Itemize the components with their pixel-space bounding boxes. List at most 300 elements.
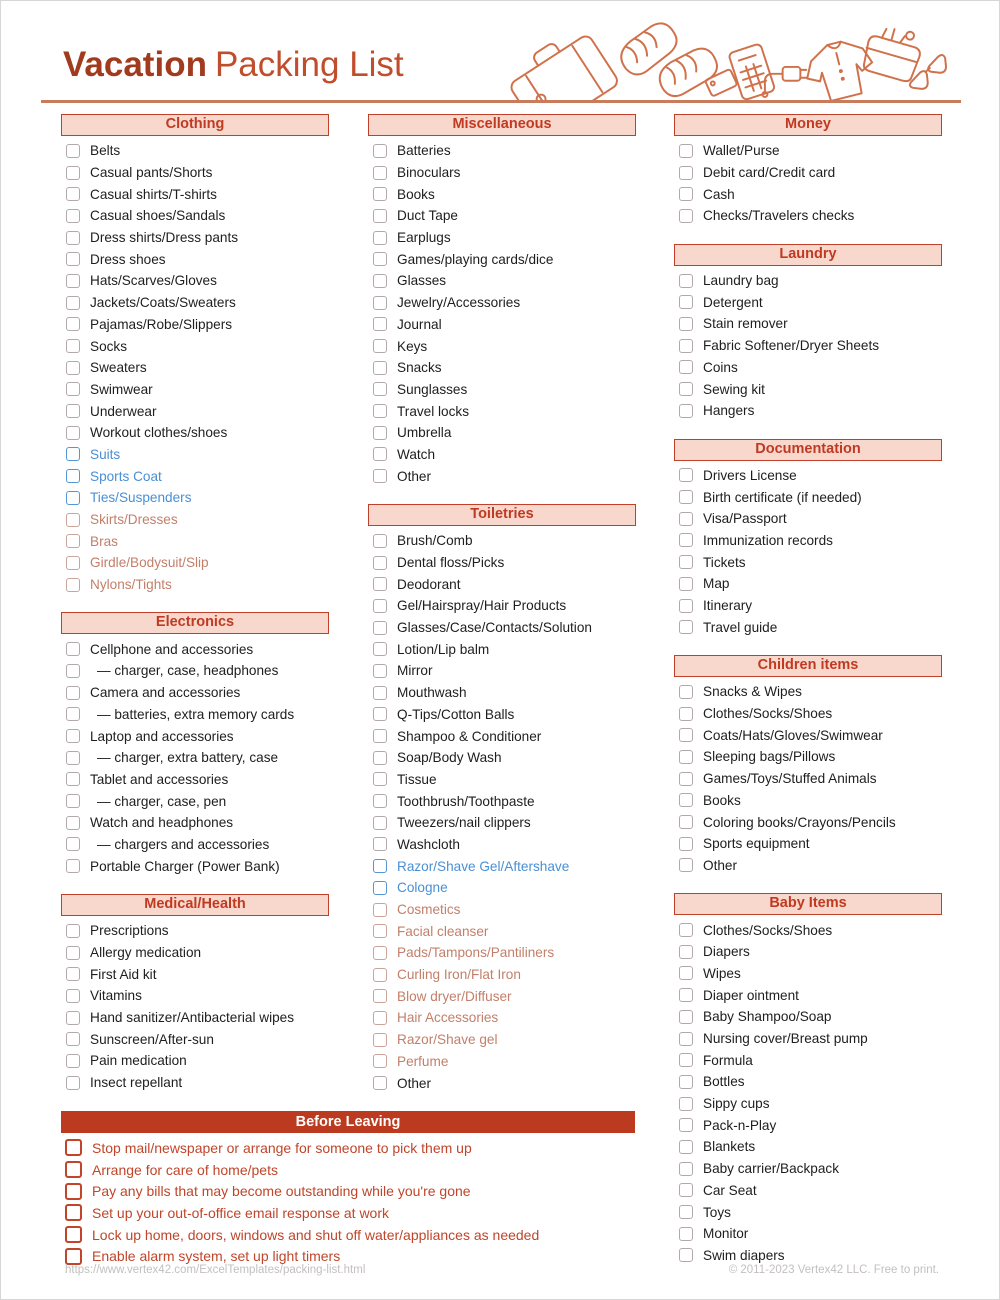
list-item	[61, 985, 329, 1007]
checkbox[interactable]	[373, 1033, 387, 1047]
item-label: Games/playing cards/dice	[397, 251, 554, 267]
checkbox[interactable]	[66, 187, 80, 201]
list-item	[368, 465, 636, 487]
list-item	[61, 574, 329, 596]
checkbox[interactable]	[373, 751, 387, 765]
list-item	[368, 595, 636, 617]
checkbox[interactable]	[679, 750, 693, 764]
item-label: Travel guide	[703, 619, 778, 635]
checkbox[interactable]	[679, 1183, 693, 1197]
list-item	[368, 617, 636, 639]
list-item	[674, 595, 942, 617]
list-item	[61, 1028, 329, 1050]
item-label: Arrange for care of home/pets	[92, 1161, 278, 1178]
checkbox[interactable]	[373, 187, 387, 201]
checkbox[interactable]	[373, 231, 387, 245]
checkbox[interactable]	[66, 1076, 80, 1090]
item-label: — charger, case, pen	[97, 793, 227, 809]
list-item	[61, 1180, 635, 1202]
item-label: Hats/Scarves/Gloves	[90, 273, 217, 289]
checkbox[interactable]	[373, 794, 387, 808]
item-label: Camera and accessories	[90, 685, 241, 701]
checkbox[interactable]	[373, 599, 387, 613]
list-item	[368, 985, 636, 1007]
item-label: Earplugs	[397, 230, 451, 246]
item-label: Monitor	[703, 1226, 749, 1242]
checkbox[interactable]	[66, 534, 80, 548]
checkbox[interactable]	[66, 404, 80, 418]
checkbox[interactable]	[679, 923, 693, 937]
item-label: Tweezers/nail clippers	[397, 815, 531, 831]
list-item	[368, 964, 636, 986]
item-label: Batteries	[397, 143, 451, 159]
checkbox[interactable]	[679, 988, 693, 1002]
header-rule	[41, 100, 961, 103]
checkbox[interactable]	[373, 642, 387, 656]
section-header-before-leaving: Before Leaving	[61, 1111, 635, 1133]
checkbox[interactable]	[373, 361, 387, 375]
list-item	[61, 140, 329, 162]
item-label: Blankets	[703, 1139, 756, 1155]
checkbox[interactable]	[373, 1076, 387, 1090]
item-label: Set up your out-of-office email response at work	[92, 1204, 390, 1221]
list-item	[368, 877, 636, 899]
checkbox[interactable]	[679, 1205, 693, 1219]
list-item	[674, 357, 942, 379]
checkbox[interactable]	[66, 556, 80, 570]
item-label: Cologne	[397, 880, 448, 896]
checkbox[interactable]	[679, 382, 693, 396]
checkbox[interactable]	[65, 1161, 82, 1178]
list-item	[674, 1093, 942, 1115]
list-item	[61, 660, 329, 682]
list-item	[368, 422, 636, 444]
item-label: Razor/Shave gel	[397, 1032, 498, 1048]
checkbox[interactable]	[679, 209, 693, 223]
list-item	[674, 162, 942, 184]
list-item	[368, 812, 636, 834]
list-item	[674, 703, 942, 725]
checkbox[interactable]	[66, 642, 80, 656]
item-label: Jackets/Coats/Sweaters	[90, 295, 236, 311]
item-label: Snacks	[397, 360, 442, 376]
checkbox[interactable]	[679, 858, 693, 872]
item-label: Watch and headphones	[90, 815, 234, 831]
list-item	[674, 140, 942, 162]
item-label: Facial cleanser	[397, 923, 489, 939]
item-label: Wipes	[703, 965, 741, 981]
checkbox[interactable]	[679, 793, 693, 807]
list-item	[368, 704, 636, 726]
checkbox[interactable]	[66, 794, 80, 808]
checkbox[interactable]	[65, 1139, 82, 1156]
section-documentation	[674, 439, 942, 639]
item-label: Wallet/Purse	[703, 143, 780, 159]
list-item	[368, 682, 636, 704]
checkbox[interactable]	[679, 945, 693, 959]
list-item	[61, 769, 329, 791]
luggage-tag-icon	[705, 69, 737, 97]
checkbox[interactable]	[66, 252, 80, 266]
checkbox[interactable]	[679, 1032, 693, 1046]
before-leaving-section	[61, 1111, 635, 1267]
item-label: Razor/Shave Gel/Aftershave	[397, 858, 570, 874]
checkbox[interactable]	[373, 404, 387, 418]
checkbox[interactable]	[65, 1204, 82, 1221]
item-label: Cosmetics	[397, 902, 461, 918]
list-item	[61, 162, 329, 184]
list-item	[368, 1007, 636, 1029]
page-title-regular: Packing List	[214, 45, 404, 84]
checkbox[interactable]	[679, 685, 693, 699]
list-item	[368, 660, 636, 682]
list-item	[674, 400, 942, 422]
checkbox[interactable]	[66, 513, 80, 527]
checkbox[interactable]	[679, 772, 693, 786]
checkbox[interactable]	[66, 317, 80, 331]
list-item	[674, 1114, 942, 1136]
checkbox[interactable]	[373, 426, 387, 440]
checkbox[interactable]	[373, 1011, 387, 1025]
checkbox[interactable]	[66, 231, 80, 245]
checkbox[interactable]	[66, 144, 80, 158]
item-label: Detergent	[703, 294, 763, 310]
checkbox[interactable]	[373, 339, 387, 353]
checkbox[interactable]	[66, 816, 80, 830]
checkbox[interactable]	[65, 1183, 82, 1200]
camera-icon	[728, 43, 775, 100]
item-label: Glasses	[397, 273, 447, 289]
list-item	[368, 400, 636, 422]
checkbox[interactable]	[373, 837, 387, 851]
checkbox[interactable]	[679, 1097, 693, 1111]
item-label: Casual shirts/T-shirts	[90, 186, 217, 202]
item-label: Watch	[397, 446, 436, 462]
item-label: Duct Tape	[397, 208, 458, 224]
checkbox[interactable]	[66, 989, 80, 1003]
list-item	[368, 769, 636, 791]
checkbox[interactable]	[679, 1162, 693, 1176]
checkbox[interactable]	[66, 686, 80, 700]
checkbox[interactable]	[66, 664, 80, 678]
item-label: Baby Shampoo/Soap	[703, 1009, 832, 1025]
section-electronics	[61, 612, 329, 877]
checkbox[interactable]	[373, 274, 387, 288]
checkbox[interactable]	[373, 447, 387, 461]
item-label: Keys	[397, 338, 428, 354]
item-label: Vitamins	[90, 988, 142, 1004]
section-money	[674, 114, 942, 227]
section-clothing	[61, 114, 329, 595]
item-label: Sleeping bags/Pillows	[703, 749, 836, 765]
item-label: Mouthwash	[397, 685, 467, 701]
list-item	[61, 552, 329, 574]
checkbox[interactable]	[373, 556, 387, 570]
item-label: — chargers and accessories	[97, 836, 270, 852]
checkbox[interactable]	[66, 296, 80, 310]
list-item	[61, 1050, 329, 1072]
item-label: Stain remover	[703, 316, 788, 332]
section-baby-items	[674, 893, 942, 1266]
section-header-laundry: Laundry	[674, 244, 942, 266]
checkbox[interactable]	[373, 1054, 387, 1068]
toiletry-bag-icon	[861, 21, 926, 83]
list-item	[674, 1049, 942, 1071]
checkbox[interactable]	[373, 144, 387, 158]
checkbox[interactable]	[66, 729, 80, 743]
checkbox[interactable]	[66, 859, 80, 873]
item-label: Sunglasses	[397, 381, 468, 397]
checkbox[interactable]	[679, 1075, 693, 1089]
checkbox[interactable]	[373, 577, 387, 591]
checkbox[interactable]	[66, 166, 80, 180]
checkbox[interactable]	[679, 599, 693, 613]
list-item	[61, 357, 329, 379]
travel-items-illustration	[503, 21, 951, 103]
checkbox[interactable]	[373, 859, 387, 873]
checkbox[interactable]	[66, 274, 80, 288]
item-label: Bras	[90, 533, 118, 549]
item-label: Underwear	[90, 403, 157, 419]
item-label: Map	[703, 576, 730, 592]
checkbox[interactable]	[373, 989, 387, 1003]
checkbox[interactable]	[679, 274, 693, 288]
list-item	[368, 1072, 636, 1094]
item-label: Other	[397, 468, 431, 484]
checkbox[interactable]	[66, 361, 80, 375]
list-item	[674, 1245, 942, 1267]
list-item	[674, 724, 942, 746]
checkbox[interactable]	[373, 686, 387, 700]
checkbox[interactable]	[679, 404, 693, 418]
checkbox[interactable]	[679, 1227, 693, 1241]
checkbox[interactable]	[373, 534, 387, 548]
checkbox[interactable]	[373, 621, 387, 635]
item-label: Formula	[703, 1052, 753, 1068]
item-label: Coats/Hats/Gloves/Swimwear	[703, 727, 883, 743]
checkbox[interactable]	[679, 728, 693, 742]
checkbox[interactable]	[66, 924, 80, 938]
checkbox[interactable]	[373, 317, 387, 331]
checkbox[interactable]	[679, 1248, 693, 1262]
checkbox[interactable]	[66, 837, 80, 851]
item-label: Visa/Passport	[703, 511, 787, 527]
list-item	[368, 1029, 636, 1051]
checkbox[interactable]	[66, 339, 80, 353]
suitcase-icon	[503, 24, 620, 103]
item-label: Soap/Body Wash	[397, 750, 502, 766]
item-label: Tablet and accessories	[90, 771, 229, 787]
item-label: Books	[397, 186, 435, 202]
item-label: Pajamas/Robe/Slippers	[90, 316, 233, 332]
checkbox[interactable]	[679, 555, 693, 569]
list-item	[368, 140, 636, 162]
list-item	[61, 292, 329, 314]
list-item	[674, 790, 942, 812]
checkbox[interactable]	[373, 881, 387, 895]
item-label: Hair Accessories	[397, 1010, 499, 1026]
checkbox[interactable]	[373, 968, 387, 982]
checkbox[interactable]	[66, 209, 80, 223]
list-item	[61, 335, 329, 357]
item-label: Casual shoes/Sandals	[90, 208, 226, 224]
item-label: Coins	[703, 359, 738, 375]
checkbox[interactable]	[66, 469, 80, 483]
checkbox[interactable]	[679, 166, 693, 180]
list-item	[368, 552, 636, 574]
checkbox[interactable]	[66, 772, 80, 786]
checkbox[interactable]	[679, 1053, 693, 1067]
section-header-children-items: Children items	[674, 655, 942, 677]
checkbox[interactable]	[373, 469, 387, 483]
checkbox[interactable]	[373, 209, 387, 223]
checkbox[interactable]	[373, 924, 387, 938]
checkbox[interactable]	[373, 772, 387, 786]
item-label: Other	[397, 1075, 431, 1091]
item-label: — batteries, extra memory cards	[97, 706, 295, 722]
list-item	[368, 357, 636, 379]
checkbox[interactable]	[679, 490, 693, 504]
item-label: Fabric Softener/Dryer Sheets	[703, 338, 880, 354]
list-item	[61, 422, 329, 444]
checkbox[interactable]	[679, 295, 693, 309]
item-label: Clothes/Socks/Shoes	[703, 922, 833, 938]
checkbox[interactable]	[679, 468, 693, 482]
item-label: Immunization records	[703, 532, 833, 548]
item-label: Hand sanitizer/Antibacterial wipes	[90, 1010, 295, 1026]
list-item	[674, 508, 942, 530]
checkbox[interactable]	[373, 729, 387, 743]
checkbox[interactable]	[373, 166, 387, 180]
checkbox[interactable]	[679, 144, 693, 158]
checkbox[interactable]	[373, 816, 387, 830]
checkbox[interactable]	[373, 664, 387, 678]
checkbox[interactable]	[65, 1248, 82, 1265]
checkbox[interactable]	[679, 187, 693, 201]
list-item	[674, 1136, 942, 1158]
checkbox[interactable]	[373, 296, 387, 310]
list-item	[61, 855, 329, 877]
checkbox[interactable]	[679, 339, 693, 353]
list-item	[61, 1224, 635, 1246]
item-label: Debit card/Credit card	[703, 165, 836, 181]
item-label: — charger, case, headphones	[97, 663, 279, 679]
item-label: Washcloth	[397, 836, 460, 852]
item-label: Toothbrush/Toothpaste	[397, 793, 535, 809]
checkbox[interactable]	[679, 837, 693, 851]
checkbox[interactable]	[679, 966, 693, 980]
list-item	[368, 205, 636, 227]
checkbox[interactable]	[66, 1032, 80, 1046]
item-label: Diapers	[703, 944, 750, 960]
checkbox[interactable]	[66, 751, 80, 765]
checkbox[interactable]	[66, 707, 80, 721]
checkbox[interactable]	[373, 946, 387, 960]
checkbox[interactable]	[66, 382, 80, 396]
checkbox[interactable]	[679, 707, 693, 721]
list-item	[368, 530, 636, 552]
checkbox[interactable]	[679, 512, 693, 526]
item-label: Books	[703, 792, 741, 808]
checkbox[interactable]	[679, 1140, 693, 1154]
item-label: Sweaters	[90, 360, 147, 376]
item-label: Q-Tips/Cotton Balls	[397, 706, 515, 722]
checkbox[interactable]	[373, 903, 387, 917]
item-label: Deodorant	[397, 576, 461, 592]
item-label: Pack-n-Play	[703, 1117, 777, 1133]
checkbox[interactable]	[373, 707, 387, 721]
list-item	[61, 248, 329, 270]
list-item	[61, 1137, 635, 1159]
checkbox[interactable]	[679, 317, 693, 331]
item-label: Diaper ointment	[703, 987, 799, 1003]
item-label: Car Seat	[703, 1182, 757, 1198]
list-item	[61, 487, 329, 509]
list-item	[368, 314, 636, 336]
item-label: Checks/Travelers checks	[703, 208, 855, 224]
item-label: Games/Toys/Stuffed Animals	[703, 771, 877, 787]
checkbox[interactable]	[66, 426, 80, 440]
list-item	[61, 920, 329, 942]
section-header-medical-health: Medical/Health	[61, 894, 329, 916]
list-item	[674, 1006, 942, 1028]
list-item	[368, 790, 636, 812]
checkbox[interactable]	[66, 1011, 80, 1025]
list-item	[674, 335, 942, 357]
checkbox[interactable]	[679, 360, 693, 374]
section-medical-health	[61, 894, 329, 1094]
list-item	[368, 292, 636, 314]
item-label: — charger, extra battery, case	[97, 750, 279, 766]
item-label: Lotion/Lip balm	[397, 641, 490, 657]
checkbox[interactable]	[66, 1054, 80, 1068]
list-item	[61, 400, 329, 422]
list-item	[368, 638, 636, 660]
item-label: Perfume	[397, 1053, 449, 1069]
checkbox[interactable]	[65, 1226, 82, 1243]
list-item	[61, 963, 329, 985]
checkbox[interactable]	[679, 620, 693, 634]
checkbox[interactable]	[66, 491, 80, 505]
checkbox[interactable]	[679, 1010, 693, 1024]
list-item	[674, 855, 942, 877]
list-item	[674, 1223, 942, 1245]
item-label: Portable Charger (Power Bank)	[90, 858, 280, 874]
list-item	[61, 183, 329, 205]
checkbox[interactable]	[66, 447, 80, 461]
item-label: Tissue	[397, 771, 437, 787]
checkbox[interactable]	[679, 815, 693, 829]
checkbox[interactable]	[679, 577, 693, 591]
checkbox[interactable]	[66, 578, 80, 592]
checkbox[interactable]	[373, 252, 387, 266]
list-item	[368, 379, 636, 401]
checkbox[interactable]	[679, 1118, 693, 1132]
item-label: Ties/Suspenders	[90, 490, 192, 506]
list-item	[674, 768, 942, 790]
checkbox[interactable]	[66, 967, 80, 981]
item-label: Dress shoes	[90, 251, 166, 267]
list-item	[368, 942, 636, 964]
item-label: Casual pants/Shorts	[90, 165, 213, 181]
checkbox[interactable]	[679, 533, 693, 547]
item-label: Girdle/Bodysuit/Slip	[90, 555, 209, 571]
list-item	[674, 681, 942, 703]
checkbox[interactable]	[66, 946, 80, 960]
item-label: Pads/Tampons/Pantiliners	[397, 945, 555, 961]
list-item	[674, 530, 942, 552]
checkbox[interactable]	[373, 382, 387, 396]
